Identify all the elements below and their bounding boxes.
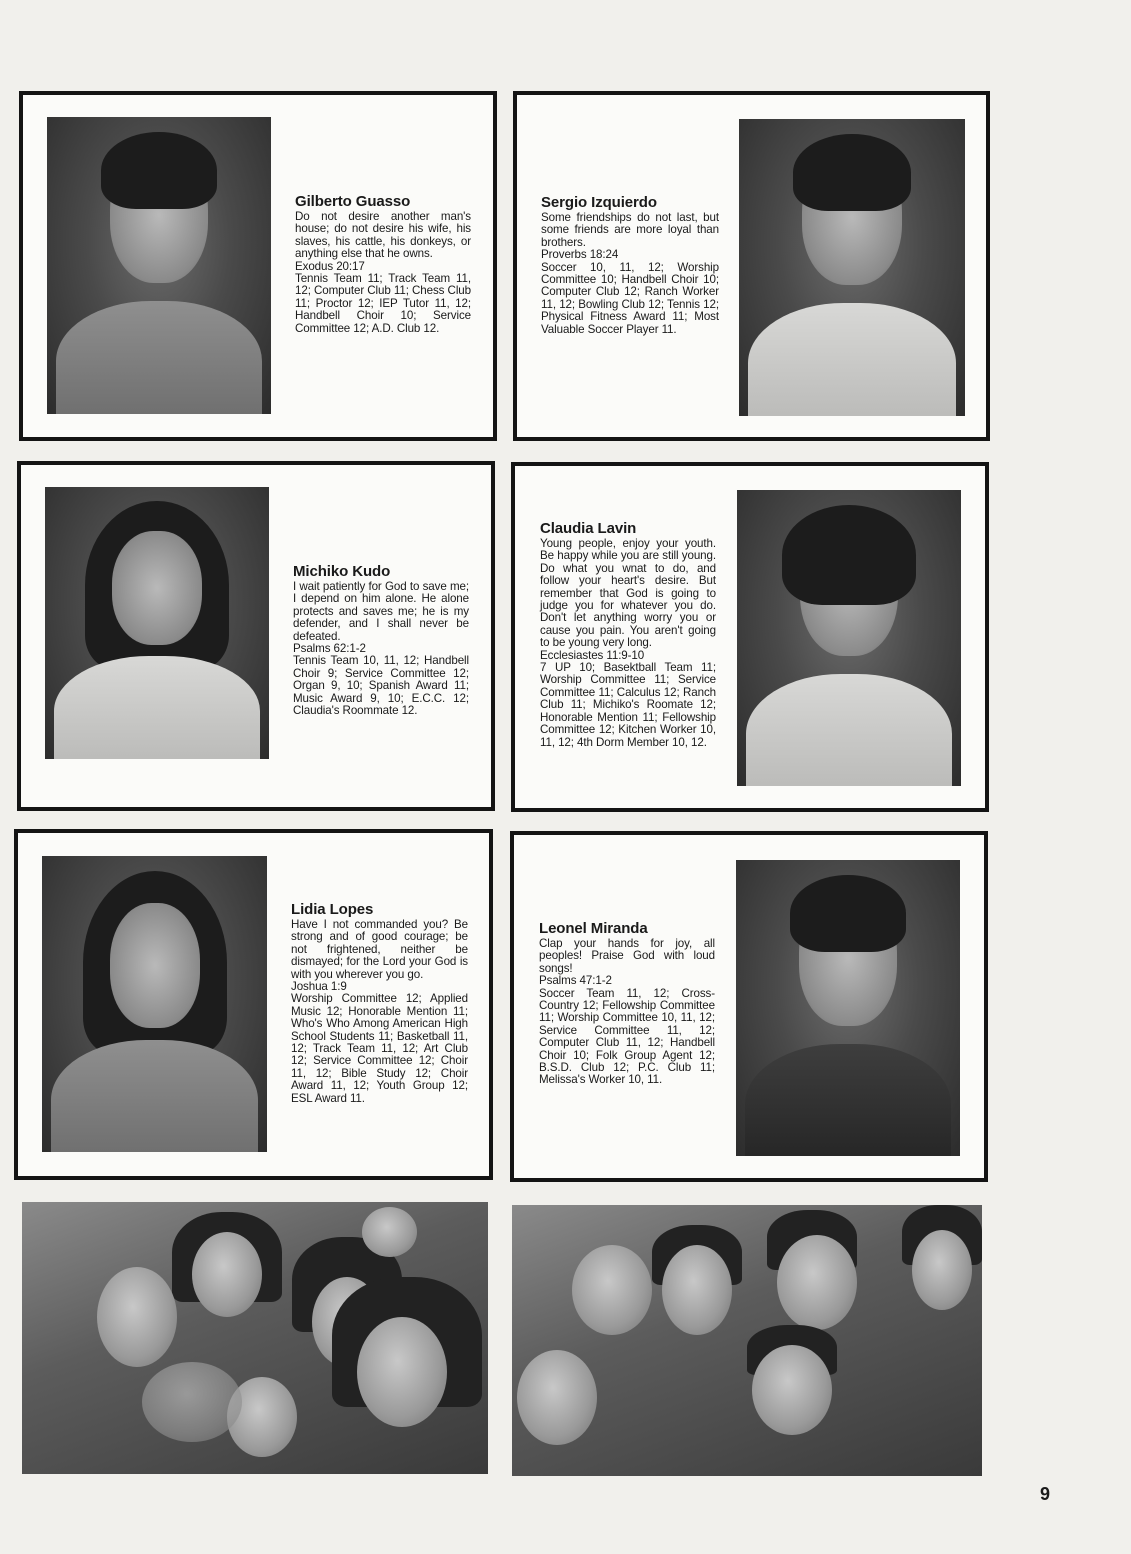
student-bio — [295, 193, 471, 335]
scripture-reference: Joshua 1:9 — [291, 980, 347, 994]
student-quote: Young people, enjoy your youth. Be happy while you are still young. Do what you wnat to do, and follow your heart's desire. But remember that God is going to judge you for whatever you do. Don't let anything worry you or cause you pain. You aren't going to be young very long. — [540, 537, 716, 650]
student-name: Claudia Lavin — [540, 520, 637, 537]
student-name: Michiko Kudo — [293, 563, 391, 580]
student-portrait-photo — [736, 860, 960, 1156]
student-portrait-photo — [737, 490, 961, 786]
student-activities: 7 UP 10; Basektball Team 11; Worship Committee 11; Service Committee 11; Calculus 12; Ranch Club 11; Michiko's Roomate 12; Honorable Mention 11; Fellowship Committee 12; Kitchen Worker 10, 11, 12; 4th Dorm Member 10, 12. — [540, 661, 716, 749]
student-bio — [291, 901, 468, 1105]
student-name: Leonel Miranda — [539, 920, 648, 937]
student-activities: Soccer Team 11, 12; Cross-Country 12; Fellowship Committee 11; Worship Committee 10, 11, 12; Service Committee 11, 12; Computer Club 11, 12; Handbell Choir 10; Folk Group Agent 12; B.S.D. Club 12; P.C. Club 11; Melissa's Worker 10, 11. — [539, 986, 715, 1087]
scripture-reference: Ecclesiastes 11:9-10 — [540, 648, 645, 662]
student-card-sergio-izquierdo — [513, 91, 990, 441]
scripture-reference: Exodus 20:17 — [295, 259, 365, 273]
student-bio — [293, 563, 469, 717]
student-name: Gilberto Guasso — [295, 193, 411, 210]
student-portrait-photo — [739, 119, 965, 416]
student-quote: Have I not commanded you? Be strong and of good courage; be not frightened, neither be dismayed; for the Lord your God is with you wherever you go. — [291, 918, 468, 981]
student-bio — [539, 920, 715, 1087]
student-card-claudia-lavin — [511, 462, 989, 812]
student-bio — [540, 520, 716, 749]
group-photo-left — [22, 1202, 488, 1474]
student-portrait-photo — [47, 117, 271, 414]
student-portrait-photo — [42, 856, 267, 1152]
student-card-gilberto-guasso — [19, 91, 497, 441]
student-quote: Clap your hands for joy, all peoples! Praise God with loud songs! — [539, 937, 715, 975]
student-activities: Tennis Team 10, 11, 12; Handbell Choir 9; Service Committee 12; Organ 9, 10; Spanish Award 11; Music Award 9, 10; E.C.C. 12; Claudia's Roommate 12. — [293, 654, 469, 718]
student-activities: Worship Committee 12; Applied Music 12; Honorable Mention 11; Who's Who Among American High School Students 11; Basketball 11, 12; Track Team 11, 12; Art Club 12; Service Committee 12; Choir 11, 12; Bible Study 12; Choir Award 11, 12; Youth Group 12; ESL Award 11. — [291, 992, 468, 1105]
page-number: 9 — [1040, 1484, 1051, 1504]
student-name: Sergio Izquierdo — [541, 194, 657, 211]
student-quote: Do not desire another man's house; do not desire his wife, his slaves, his cattle, his donkeys, or anything else that he owns. — [295, 210, 471, 261]
student-card-lidia-lopes — [14, 829, 493, 1180]
scripture-reference: Psalms 47:1-2 — [539, 974, 612, 988]
scripture-reference: Psalms 62:1-2 — [293, 642, 366, 656]
student-quote: I wait patiently for God to save me; I depend on him alone. He alone protects and saves me; he is my defender, and I shall never be defeated. — [293, 580, 469, 643]
student-card-leonel-miranda — [510, 831, 988, 1182]
group-photo-right — [512, 1205, 982, 1476]
student-card-michiko-kudo — [17, 461, 495, 811]
student-quote: Some friendships do not last, but some friends are more loyal than brothers. — [541, 211, 719, 249]
scripture-reference: Proverbs 18:24 — [541, 248, 619, 262]
student-bio — [541, 194, 719, 336]
student-name: Lidia Lopes — [291, 901, 374, 918]
student-activities: Tennis Team 11; Track Team 11, 12; Computer Club 11; Chess Club 11; Proctor 12; IEP Tutor 11, 12; Handbell Choir 10; Service Committee 12; A.D. Club 12. — [295, 272, 471, 335]
student-portrait-photo — [45, 487, 269, 759]
student-activities: Soccer 10, 11, 12; Worship Committee 10; Handbell Choir 10; Computer Club 12; Ranch Worker 11, 12; Bowling Club 12; Tennis 12; Physical Fitness Award 11; Most Valuable Soccer Player 11. — [541, 260, 719, 336]
